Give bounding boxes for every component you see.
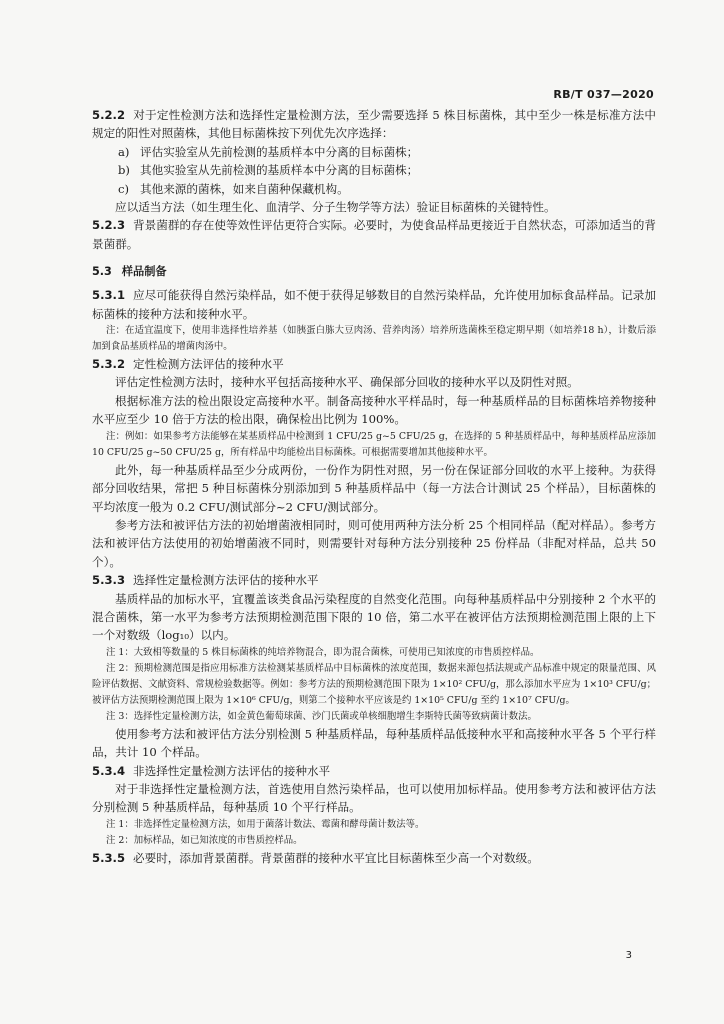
list-label: a) bbox=[118, 144, 130, 159]
note: 注：例如：如果参考方法能够在某基质样品中检测到 1 CFU/25 g~5 CFU/25 g，在选择的 5 种基质样品中，每种基质样品应添加 10 CFU/25 g~50 CFU/25 g，所有样品中均能检出目标菌株。可根据需要增加其他接种水平。 bbox=[92, 430, 656, 458]
clause-5-2-2 bbox=[92, 106, 656, 143]
clause-title: 选择性定量检测方法评估的接种水平 bbox=[133, 573, 319, 588]
list-item-c bbox=[92, 180, 656, 198]
list-text: 评估实验室从先前检测的基质样本中分离的目标菌株； bbox=[140, 144, 419, 159]
list-item-a bbox=[92, 143, 656, 161]
section-heading-5-3 bbox=[92, 263, 656, 279]
clause-number: 5.3.2 bbox=[92, 357, 126, 372]
section-title: 样品制备 bbox=[121, 265, 167, 279]
note: 注：在适宜温度下，使用非选择性培养基（如胰蛋白胨大豆肉汤、营养肉汤）培养所选菌株至稳定期早期（如培养18 h），计数后添加到食品基质样品的增菌肉汤中。 bbox=[92, 325, 656, 353]
clause-title: 非选择性定量检测方法评估的接种水平 bbox=[133, 763, 331, 778]
clause-5-2-3 bbox=[92, 216, 656, 253]
paragraph: 基质样品的加标水平，宜覆盖该类食品污染程度的自然变化范围。向每种基质样品中分别接种 2 个水平的混合菌株，第一水平为参考方法预期检测范围下限的 10 倍，第二水平在被评估方法预期检测范围上限的上下一个对数级（log₁₀）以内。 bbox=[92, 591, 656, 643]
page-number: 3 bbox=[625, 950, 632, 961]
paragraph: 此外，每一种基质样品至少分成两份，一份作为阴性对照，另一份在保证部分回收的水平上接种。为获得部分回收结果，常把 5 种目标菌株分别添加到 5 种基质样品中（每一方法合计测试 25 个样品），目标菌株的平均浓度一般为 0.2 CFU/测试部分~2 CFU/测试部分。 bbox=[92, 462, 656, 514]
clause-5-3-1 bbox=[92, 286, 656, 323]
clause-heading-5-3-3 bbox=[92, 571, 656, 589]
paragraph: 应以适当方法（如生理生化、血清学、分子生物学等方法）验证目标菌株的关键特性。 bbox=[115, 200, 556, 215]
paragraph: 使用参考方法和被评估方法分别检测 5 种基质样品，每种基质样品低接种水平和高接种水平各 5 个平行样品，共计 10 个样品。 bbox=[92, 726, 656, 760]
paragraph: 参考方法和被评估方法的初始增菌液相同时，则可使用两种方法分析 25 个相同样品（配对样品）。参考方法和被评估方法使用的初始增菌液不同时，则需要针对每种方法分别接种 25 份样品（非配对样品，总共 50 个）。 bbox=[92, 517, 656, 569]
paragraph: 根据标准方法的检出限设定高接种水平。制备高接种水平样品时，每一种基质样品的目标菌株培养物接种水平应至少 10 倍于方法的检出限，确保检出比例为 100%。 bbox=[92, 393, 656, 427]
clause-number: 5.3.5 bbox=[92, 850, 126, 865]
list-text: 其他来源的菌株，如来自菌种保藏机构。 bbox=[140, 181, 349, 196]
clause-title: 定性检测方法评估的接种水平 bbox=[133, 357, 284, 372]
section-number: 5.3 bbox=[92, 265, 112, 279]
list-item-b bbox=[92, 161, 656, 179]
clause-text: 对于定性检测方法和选择性定量检测方法，至少需要选择 5 株目标菌株，其中至少一株是标准方法中规定的阳性对照菌株，其他目标菌株按下列优先次序选择： bbox=[92, 108, 656, 141]
list-label: c) bbox=[118, 181, 130, 196]
clause-number: 5.3.3 bbox=[92, 573, 126, 588]
note-2: 注 2：预期检测范围是指应用标准方法检测某基质样品中目标菌株的浓度范围，数据来源包括法规或产品标准中规定的限量范围、风险评估数据、文献资料、常规检验数据等。例如：参考方法的预期检测范围下限为 1×10² CFU/g，那么添加水平应为 1×10³ CFU/g；被评估方法预期检测范围上限为 1×10⁶ CFU/g，则第二个接种水平应该是约 1×10⁵ CFU/g 至约 1×10⁷ CFU/g。 bbox=[92, 662, 656, 706]
clause-number: 5.3.4 bbox=[92, 763, 126, 778]
clause-number: 5.2.2 bbox=[92, 108, 126, 122]
paragraph: 对于非选择性定量检测方法，首选使用自然污染样品，也可以使用加标样品。使用参考方法和被评估方法分别检测 5 种基质样品，每种基质 10 个平行样品。 bbox=[92, 781, 656, 815]
clause-text: 必要时，添加背景菌群。背景菌群的接种水平宜比目标菌株至少高一个对数级。 bbox=[133, 850, 539, 865]
clause-heading-5-3-2 bbox=[92, 355, 656, 373]
clause-text: 背景菌群的存在使等效性评估更符合实际。必要时，为使食品样品更接近于自然状态，可添加适当的背景菌群。 bbox=[92, 218, 656, 251]
list-label: b) bbox=[118, 163, 130, 178]
standard-number: RB/T 037—2020 bbox=[553, 88, 654, 101]
note-2: 注 2：加标样品，如已知浓度的市售质控样品。 bbox=[106, 834, 303, 846]
clause-text: 应尽可能获得自然污染样品，如不便于获得足够数目的自然污染样品，允许使用加标食品样品。记录加标菌株的接种方法和接种水平。 bbox=[92, 288, 656, 321]
note-1: 注 1：非选择性定量检测方法，如用于菌落计数法、霉菌和酵母菌计数法等。 bbox=[106, 818, 425, 830]
list-text: 其他实验室从先前检测的基质样本中分离的目标菌株； bbox=[140, 163, 419, 178]
page-content bbox=[92, 106, 656, 867]
note-3: 注 3：选择性定量检测方法，如金黄色葡萄球菌、沙门氏菌或单核细胞增生李斯特氏菌等致病菌计数法。 bbox=[106, 710, 537, 722]
paragraph: 评估定性检测方法时，接种水平包括高接种水平、确保部分回收的接种水平以及阴性对照。 bbox=[115, 375, 579, 390]
clause-5-3-5 bbox=[92, 849, 656, 867]
clause-heading-5-3-4 bbox=[92, 762, 656, 780]
clause-number: 5.3.1 bbox=[92, 288, 126, 303]
clause-number: 5.2.3 bbox=[92, 218, 126, 233]
note-1: 注 1：大致相等数量的 5 株目标菌株的纯培养物混合，即为混合菌株，可使用已知浓度的市售质控样品。 bbox=[106, 646, 540, 658]
